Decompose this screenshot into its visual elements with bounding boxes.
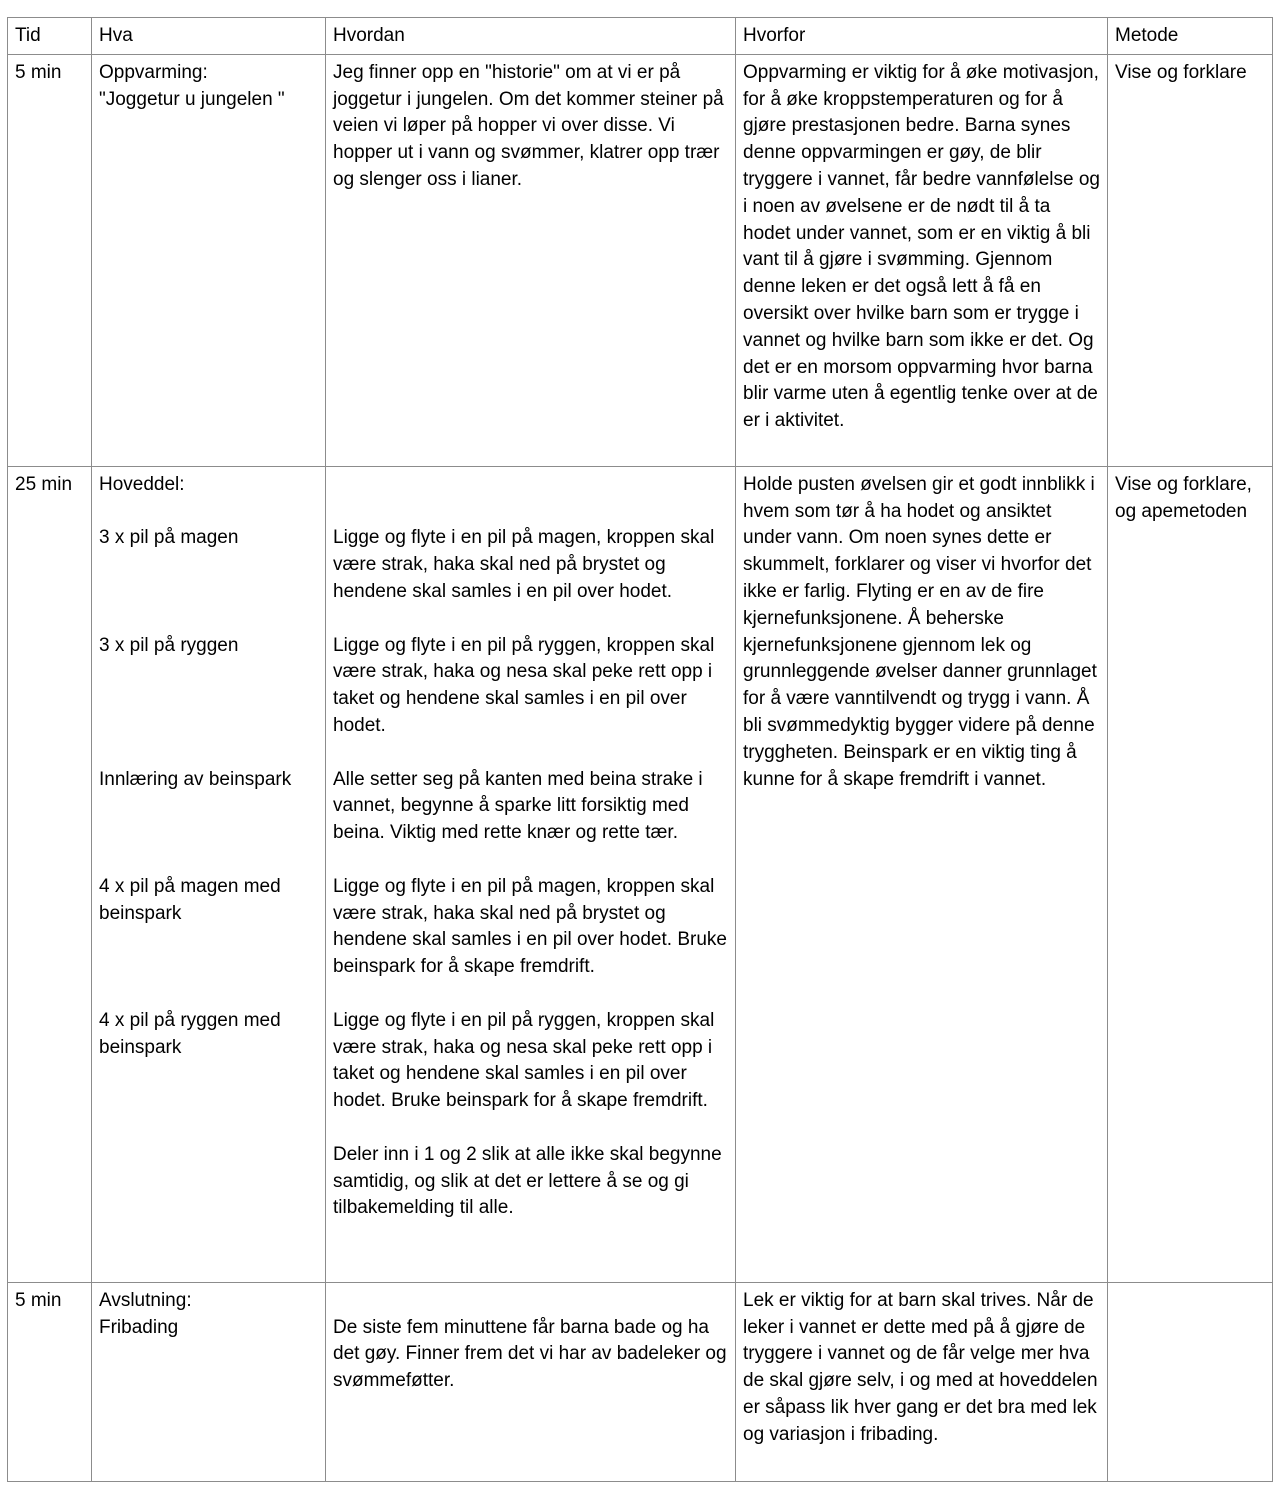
cell-metode [1108, 1282, 1273, 1481]
cell-hva: Avslutning: Fribading [92, 1282, 326, 1481]
cell-tid: 5 min [8, 1282, 92, 1481]
header-hvorfor: Hvorfor [736, 18, 1108, 55]
cell-hvorfor: Oppvarming er viktig for å øke motivasjon, for å øke kroppstemperaturen og for å gjøre prestasjonen bedre. Barna synes denne oppvarmingen er gøy, de blir tryggere i vannet, får bedre vannfølelse og i noen av øvelsene er de nødt til å ta hodet under vannet, som er en viktig å bli vant til å gjøre i svømming. Gjennom denne leken er det også lett å få en oversikt over hvilke barn som er trygge i vannet og hvilke barn som ikke er det. Og det er en morsom oppvarming hvor barna blir varme uten å egentlig tenke over at de er i aktivitet. [736, 54, 1108, 466]
cell-hvorfor: Lek er viktig for at barn skal trives. Når de leker i vannet er dette med på å gjøre de tryggere i vannet og de får velge mer hva de skal gjøre selv, i og med at hoveddelen er såpass lik hver gang er det bra med lek og variasjon i fribading. [736, 1282, 1108, 1481]
lesson-plan-table [7, 17, 1273, 1482]
table-row [8, 466, 1273, 1282]
header-tid: Tid [8, 18, 92, 55]
table-row [8, 54, 1273, 466]
cell-hvordan: De siste fem minuttene får barna bade og ha det gøy. Finner frem det vi har av badeleker og svømmeføtter. [326, 1282, 736, 1481]
cell-hva: Hoveddel: 3 x pil på magen 3 x pil på ryggen Innlæring av beinspark 4 x pil på magen med beinspark 4 x pil på ryggen med beinspark [92, 466, 326, 1282]
cell-tid: 5 min [8, 54, 92, 466]
cell-metode: Vise og forklare [1108, 54, 1273, 466]
table-row [8, 1282, 1273, 1481]
header-metode: Metode [1108, 18, 1273, 55]
cell-hvordan: Ligge og flyte i en pil på magen, kroppen skal være strak, haka skal ned på brystet og hendene skal samles i en pil over hodet. Ligge og flyte i en pil på ryggen, kroppen skal være strak, haka og nesa skal peke rett opp i taket og hendene skal samles i en pil over hodet. Alle setter seg på kanten med beina strake i vannet, begynne å sparke litt forsiktig med beina. Viktig med rette knær og rette tær. Ligge og flyte i en pil på magen, kroppen skal være strak, haka skal ned på brystet og hendene skal samles i en pil over hodet. Bruke beinspark for å skape fremdrift. Ligge og flyte i en pil på ryggen, kroppen skal være strak, haka og nesa skal peke rett opp i taket og hendene skal samles i en pil over hodet. Bruke beinspark for å skape fremdrift. Deler inn i 1 og 2 slik at alle ikke skal begynne samtidig, og slik at det er lettere å se og gi tilbakemelding til alle. [326, 466, 736, 1282]
cell-hvorfor: Holde pusten øvelsen gir et godt innblikk i hvem som tør å ha hodet og ansiktet under vann. Om noen synes dette er skummelt, forklarer og viser vi hvorfor det ikke er farlig. Flyting er en av de fire kjernefunksjonene. Å beherske kjernefunksjonene gjennom lek og grunnleggende øvelser danner grunnlaget for å være vanntilvendt og trygg i vann. Å bli svømmedyktig bygger videre på denne tryggheten. Beinspark er en viktig ting å kunne for å skape fremdrift i vannet. [736, 466, 1108, 1282]
cell-hva: Oppvarming: "Joggetur u jungelen " [92, 54, 326, 466]
cell-metode: Vise og forklare, og apemetoden [1108, 466, 1273, 1282]
header-hva: Hva [92, 18, 326, 55]
cell-hvordan: Jeg finner opp en "historie" om at vi er på joggetur i jungelen. Om det kommer steiner på veien vi løper på hopper vi over disse. Vi hopper ut i vann og svømmer, klatrer opp trær og slenger oss i lianer. [326, 54, 736, 466]
cell-tid: 25 min [8, 466, 92, 1282]
header-hvordan: Hvordan [326, 18, 736, 55]
header-row [8, 18, 1273, 55]
